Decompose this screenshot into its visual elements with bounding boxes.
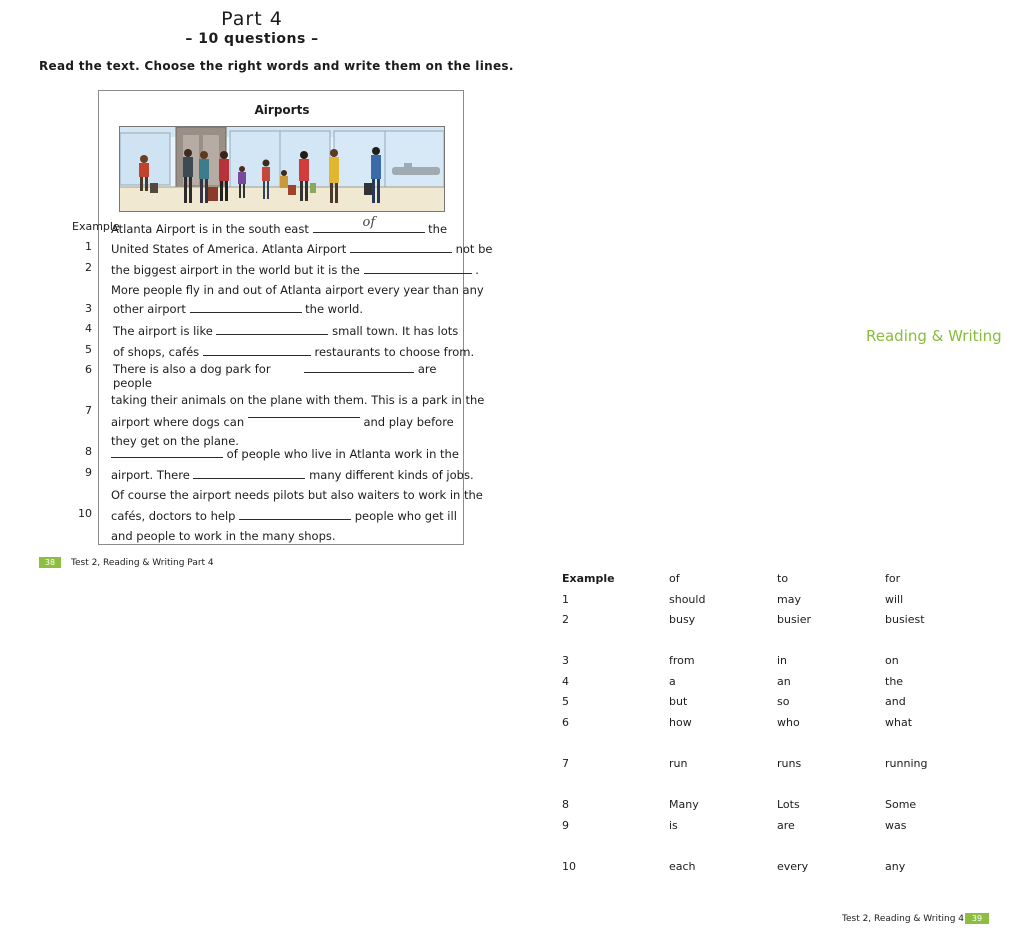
text-line-post: of people who live in Atlanta work in the <box>226 447 459 461</box>
question-number: 1 <box>85 240 92 253</box>
text-line-pre: airport where dogs can <box>111 415 245 429</box>
answer-blank-5[interactable] <box>203 346 311 356</box>
text-line-pre: other airport <box>113 302 186 316</box>
text-line <box>113 302 363 316</box>
question-number: 10 <box>78 507 92 520</box>
instruction-text: Read the text. Choose the right words and write them on the lines. <box>39 59 514 73</box>
option-row-number: 5 <box>562 695 569 708</box>
example-label: Example <box>72 220 120 233</box>
option-word[interactable]: Some <box>885 798 917 811</box>
right-footer-text: Test 2, Reading & Writing 4 <box>842 914 965 924</box>
text-line-post: the world. <box>305 302 364 316</box>
answer-blank-4[interactable] <box>216 325 328 335</box>
left-footer-text: Test 2, Reading & Writing Part 4 <box>71 558 214 568</box>
question-number: 4 <box>85 322 92 335</box>
text-line <box>113 324 458 338</box>
text-line: taking their animals on the plane with them. This is a park in the <box>111 393 485 407</box>
option-word[interactable]: should <box>669 593 706 606</box>
text-line <box>111 415 454 429</box>
option-row-number: 4 <box>562 675 569 688</box>
text-title: Airports <box>254 103 310 117</box>
airport-scene-image <box>120 127 444 211</box>
page-number-badge: 38 <box>39 557 61 568</box>
option-word[interactable]: was <box>885 819 907 832</box>
option-word[interactable]: for <box>885 572 901 585</box>
answer-blank-6[interactable] <box>304 363 414 373</box>
option-word[interactable]: to <box>777 572 789 585</box>
option-word[interactable]: each <box>669 860 696 873</box>
text-line-post: small town. It has lots <box>332 324 459 338</box>
question-number: 8 <box>85 445 92 458</box>
option-word[interactable]: a <box>669 675 676 688</box>
question-number: 9 <box>85 466 92 479</box>
option-word[interactable]: busiest <box>885 613 925 626</box>
text-line: and people to work in the many shops. <box>111 529 336 543</box>
text-line-post: and play before <box>363 415 454 429</box>
answer-blank-8[interactable] <box>111 448 223 458</box>
text-line-pre: cafés, doctors to help <box>111 509 236 523</box>
question-number: 6 <box>85 363 92 376</box>
text-line-post: not be <box>455 242 493 256</box>
text-line: Of course the airport needs pilots but also waiters to work in the <box>111 488 483 502</box>
question-number: 5 <box>85 343 92 356</box>
text-line: More people fly in and out of Atlanta airport every year than any <box>111 283 484 297</box>
text-line-pre: The airport is like <box>113 324 213 338</box>
option-word[interactable]: an <box>777 675 791 688</box>
text-line <box>111 242 492 256</box>
option-row-number: 7 <box>562 757 569 770</box>
text-line-pre: the biggest airport in the world but it is the <box>111 263 360 277</box>
option-row-number: 3 <box>562 654 569 667</box>
answer-blank-7[interactable] <box>248 408 360 418</box>
question-number: 7 <box>85 404 92 417</box>
text-line-pre: of shops, cafés <box>113 345 200 359</box>
option-word[interactable]: may <box>777 593 801 606</box>
option-word[interactable]: the <box>885 675 904 688</box>
text-line-pre: Atlanta Airport is in the south east <box>111 222 309 236</box>
answer-blank-10[interactable] <box>239 510 351 520</box>
option-word[interactable]: is <box>669 819 678 832</box>
section-label: Reading & Writing <box>866 327 1002 345</box>
text-line <box>113 345 474 359</box>
text-line-post: many different kinds of jobs. <box>309 468 474 482</box>
question-number: 2 <box>85 261 92 274</box>
option-row-number: 6 <box>562 716 569 729</box>
option-word[interactable]: runs <box>777 757 802 770</box>
option-word[interactable]: but <box>669 695 688 708</box>
option-row-number: Example <box>562 572 615 585</box>
option-word[interactable]: on <box>885 654 899 667</box>
text-line-post: . <box>475 263 479 277</box>
option-word[interactable]: busy <box>669 613 696 626</box>
option-row-number: 1 <box>562 593 569 606</box>
text-line <box>111 509 457 523</box>
option-row-number: 9 <box>562 819 569 832</box>
option-word[interactable]: busier <box>777 613 812 626</box>
option-word[interactable]: how <box>669 716 692 729</box>
option-word[interactable]: from <box>669 654 695 667</box>
option-word[interactable]: of <box>669 572 680 585</box>
text-line: they get on the plane. <box>111 434 239 448</box>
option-word[interactable]: every <box>777 860 809 873</box>
option-word[interactable]: running <box>885 757 928 770</box>
text-line-pre: airport. There <box>111 468 190 482</box>
text-line-post: restaurants to choose from. <box>314 345 475 359</box>
example-answer-line <box>313 215 425 233</box>
option-word[interactable]: in <box>777 654 788 667</box>
example-answer: of <box>362 215 376 230</box>
option-word[interactable]: will <box>885 593 904 606</box>
text-line: people <box>113 376 152 390</box>
text-line <box>111 447 459 461</box>
answer-blank-3[interactable] <box>190 303 302 313</box>
text-line-pre: United States of America. Atlanta Airport <box>111 242 347 256</box>
option-word[interactable]: and <box>885 695 906 708</box>
page-number-badge: 39 <box>965 913 989 924</box>
text-line-post: people who get ill <box>354 509 457 523</box>
part-subtitle: – 10 questions – <box>185 31 319 47</box>
text-line <box>111 468 474 482</box>
answer-blank-1[interactable] <box>350 243 452 253</box>
text-line-pre: There is also a dog park for <box>113 362 271 376</box>
text-line-post: are <box>417 362 437 376</box>
option-row-number: 10 <box>562 860 576 873</box>
option-word[interactable]: who <box>777 716 800 729</box>
question-number: 3 <box>85 302 92 315</box>
option-word[interactable]: any <box>885 860 906 873</box>
answer-blank-9[interactable] <box>193 469 305 479</box>
airport-illustration <box>119 126 445 212</box>
text-line <box>111 263 479 277</box>
answer-blank-2[interactable] <box>364 264 472 274</box>
option-row-number: 2 <box>562 613 569 626</box>
option-word[interactable]: Many <box>669 798 699 811</box>
option-word[interactable]: so <box>777 695 790 708</box>
text-line <box>113 362 436 376</box>
option-word[interactable]: run <box>669 757 688 770</box>
option-word[interactable]: are <box>777 819 795 832</box>
part-title: Part 4 <box>221 8 283 30</box>
text-line-post: the <box>428 222 448 236</box>
option-word[interactable]: what <box>885 716 913 729</box>
option-word[interactable]: Lots <box>777 798 800 811</box>
option-row-number: 8 <box>562 798 569 811</box>
text-line <box>111 215 448 236</box>
